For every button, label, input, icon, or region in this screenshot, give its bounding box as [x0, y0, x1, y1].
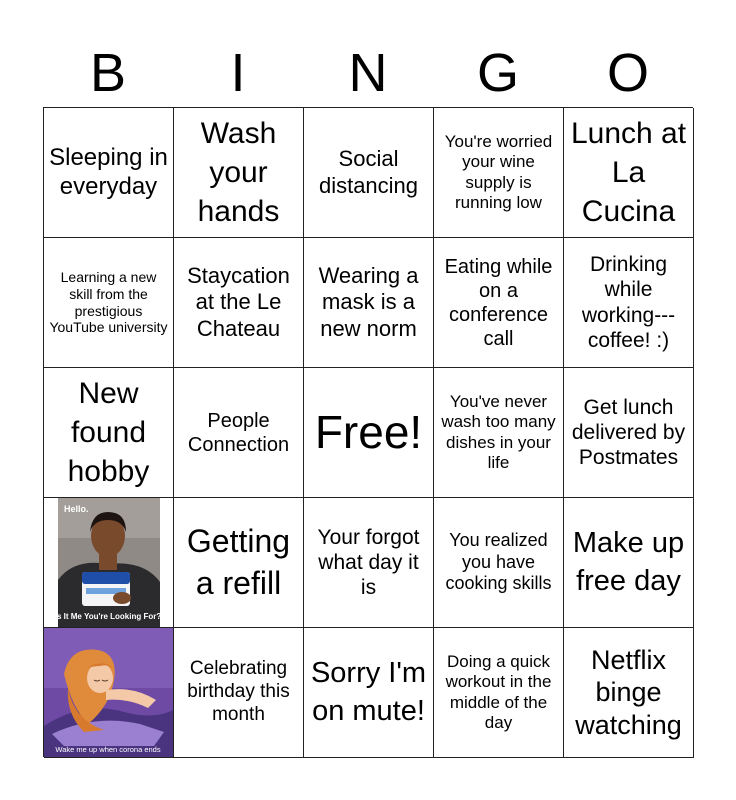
- bingo-cell[interactable]: [304, 498, 434, 628]
- cell-text: Celebrating birthday this month: [187, 658, 290, 725]
- bingo-header: [43, 42, 693, 104]
- free-space-text: Free!: [314, 405, 423, 458]
- bingo-cell[interactable]: [434, 498, 564, 628]
- cell-text: Doing a quick workout in the middle of the day: [445, 651, 552, 732]
- cell-text: Sorry I'm on mute!: [310, 656, 427, 727]
- bingo-cell[interactable]: [174, 498, 304, 628]
- bingo-cell[interactable]: [304, 238, 434, 368]
- sleeping-princess-meme-image: [44, 628, 173, 757]
- header-letter-o: O: [606, 43, 649, 103]
- cell-text: Your forgot what day it is: [317, 525, 420, 600]
- meme-caption-bottom: Wake me up when corona ends: [55, 745, 161, 754]
- header-letter-n: N: [348, 43, 388, 103]
- lionel-meme-image: [44, 498, 173, 627]
- cell-text: Lunch at La Cucina: [570, 117, 687, 228]
- header-letter-g: G: [476, 43, 519, 103]
- bingo-cell[interactable]: [434, 368, 564, 498]
- bingo-cell[interactable]: [44, 368, 174, 498]
- bingo-cell[interactable]: [44, 498, 174, 628]
- bingo-cell[interactable]: [174, 108, 304, 238]
- cell-text: You realized you have cooking skills: [445, 530, 552, 594]
- bingo-cell[interactable]: [564, 628, 694, 758]
- cell-text: Staycation at the Le Chateau: [187, 262, 290, 341]
- bingo-cell[interactable]: [434, 238, 564, 368]
- bingo-cell[interactable]: [44, 108, 174, 238]
- cell-text: You're worried your wine supply is running low: [444, 131, 553, 212]
- cell-text: New found hobby: [67, 377, 150, 488]
- bingo-cell[interactable]: [564, 238, 694, 368]
- meme-caption-bottom: Is It Me You're Looking For?: [54, 612, 162, 621]
- bingo-cell[interactable]: [304, 108, 434, 238]
- cell-text: People Connection: [187, 409, 290, 456]
- bingo-cell[interactable]: [564, 108, 694, 238]
- cell-text: Wearing a mask is a new norm: [318, 262, 419, 341]
- bingo-cell[interactable]: [44, 238, 174, 368]
- cell-text: Netflix binge watching: [575, 644, 682, 740]
- bingo-cell[interactable]: [44, 628, 174, 758]
- header-letter-b: B: [89, 43, 127, 103]
- cell-text: Get lunch delivered by Postmates: [571, 395, 686, 470]
- bingo-cell[interactable]: [564, 368, 694, 498]
- cell-text: Drinking while working--- coffee! :): [581, 253, 676, 352]
- bingo-cell[interactable]: [434, 108, 564, 238]
- cell-text: Eating while on a conference call: [444, 255, 553, 350]
- cell-text: Sleeping in everyday: [49, 143, 168, 200]
- cell-text: Make up free day: [572, 526, 685, 597]
- cell-text: Wash your hands: [197, 117, 280, 228]
- bingo-cell[interactable]: [174, 628, 304, 758]
- meme-caption-top: Hello.: [64, 504, 89, 514]
- bingo-cell[interactable]: [174, 238, 304, 368]
- cell-text: Learning a new skill from the prestigious YouTube university: [49, 268, 168, 336]
- bingo-cell[interactable]: [174, 368, 304, 498]
- bingo-grid: [43, 107, 693, 757]
- bingo-cell[interactable]: [564, 498, 694, 628]
- bingo-cell[interactable]: [304, 628, 434, 758]
- cell-text: Getting a refill: [186, 522, 291, 601]
- bingo-cell[interactable]: [434, 628, 564, 758]
- free-space-cell[interactable]: [304, 368, 434, 498]
- cell-text: Social distancing: [318, 146, 419, 198]
- cell-text: You've never wash too many dishes in your life: [441, 391, 556, 472]
- header-letter-i: I: [230, 43, 246, 103]
